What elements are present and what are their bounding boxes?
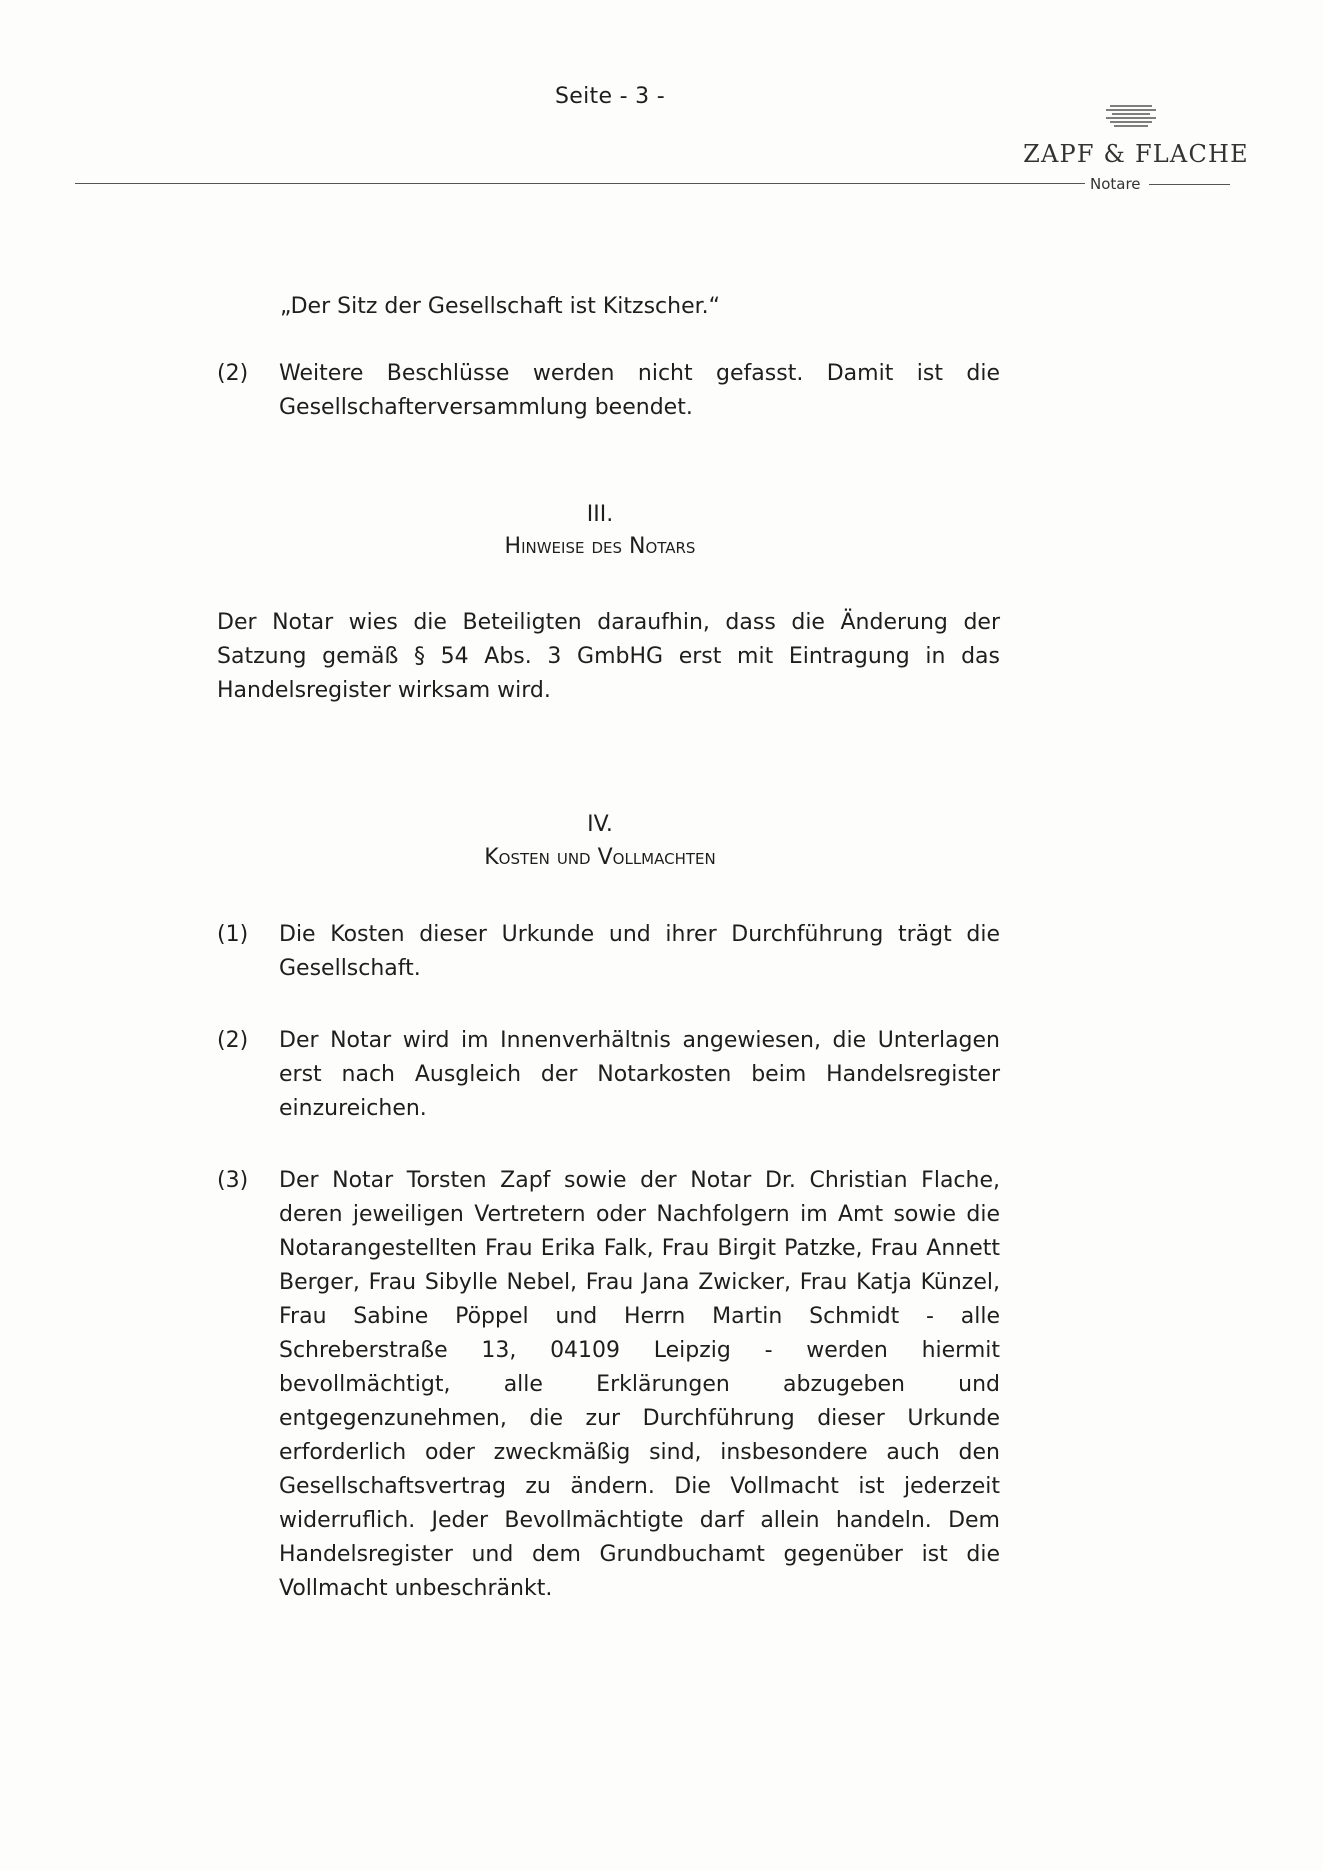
item-number: (3) [217, 1168, 249, 1193]
item-text: Die Kosten dieser Urkunde und ihrer Durchführung trägt die Gesellschaft. [279, 922, 1000, 981]
numbered-item [217, 918, 1000, 986]
numbered-item [217, 1164, 1000, 1606]
item-text: Weitere Beschlüsse werden nicht gefasst. Damit ist die Gesellschafterversammlung beendet. [279, 361, 1000, 420]
subtitle-rule [1149, 184, 1230, 185]
firm-subtitle-row [1090, 173, 1230, 195]
item-number: (2) [217, 1028, 249, 1053]
header-rule [75, 183, 1085, 184]
section-title: Kosten und Vollmachten [484, 845, 716, 870]
firm-name: ZAPF & FLACHE [1023, 140, 1249, 168]
item-text: Der Notar wird im Innenverhältnis angewiesen, die Unterlagen erst nach Ausgleich der Notarkosten beim Handelsregister einzureichen. [279, 1028, 1000, 1121]
item-number: (1) [217, 922, 249, 947]
section-numeral: III. [586, 502, 614, 527]
item-text: Der Notar Torsten Zapf sowie der Notar Dr. Christian Flache, deren jeweiligen Vertretern oder Nachfolgern im Amt sowie die Notarangestellten Frau Erika Falk, Frau Birgit Patzke, Frau Annett Berger, Frau Sibylle Nebel, Frau Jana Zwicker, Frau Katja Künzel, Frau Sabine Pöppel und Herrn Martin Schmidt - alle Schreberstraße 13, 04109 Leipzig - werden hiermit bevollmächtigt, alle Erklärungen abzugeben und entgegenzunehmen, die zur Durchführung dieser Urkunde erforderlich oder zweckmäßig sind, insbesondere auch den Gesellschaftsvertrag zu ändern. Die Vollmacht ist jederzeit widerruflich. Jeder Bevollmächtigte darf allein handeln. Dem Handelsregister und dem Grundbuchamt gegenüber ist die Vollmacht unbeschränkt. [279, 1168, 1000, 1601]
section-paragraph: Der Notar wies die Beteiligten daraufhin, dass die Änderung der Satzung gemäß § 54 Abs. 3 GmbHG erst mit Eintragung in das Handelsregister wirksam wird. [217, 610, 1000, 703]
section-title: Hinweise des Notars [504, 534, 696, 559]
quote-paragraph: „Der Sitz der Gesellschaft ist Kitzscher.“ [280, 294, 721, 319]
item-number: (2) [217, 361, 249, 386]
numbered-item [217, 1024, 1000, 1126]
page-number: Seite - 3 - [555, 84, 665, 109]
stacked-lines-logo-icon [1106, 104, 1156, 128]
firm-subtitle: Notare [1090, 175, 1141, 193]
section-numeral: IV. [587, 812, 613, 837]
numbered-item [217, 357, 1000, 425]
